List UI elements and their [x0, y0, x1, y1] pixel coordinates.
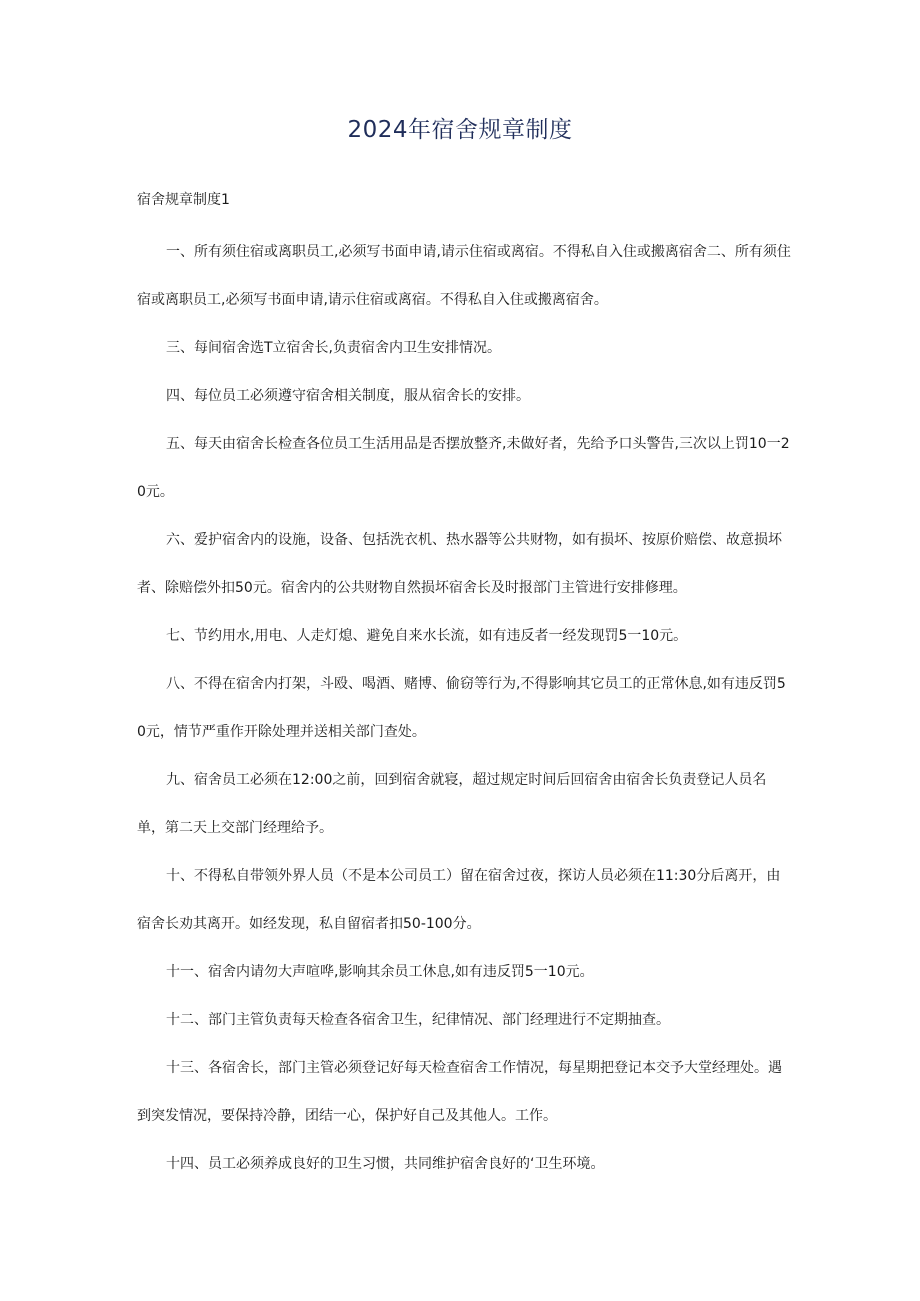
paragraph-3: 三、每间宿舍选T立宿舍长,负责宿舍内卫生安排情况。	[166, 340, 502, 356]
paragraph-7: 七、节约用水,用电、人走灯熄、避免自来水长流，如有违反者一经发现罚5一10元。	[166, 628, 688, 644]
document-body	[137, 228, 792, 1188]
document-title: 2024年宿舍规章制度	[347, 117, 573, 143]
paragraph-13: 十三、各宿舍长，部门主管必须登记好每天检查宿舍工作情况，每星期把登记本交予大堂经理处。遇到突发情况，要保持冷静，团结一心，保护好自己及其他人。工作。	[137, 1060, 782, 1124]
paragraph-5: 五、每天由宿舍长检查各位员工生活用品是否摆放整齐,未做好者，先给予口头警告,三次以上罚10一20元。	[137, 436, 790, 500]
paragraph-11: 十一、宿舍内请勿大声喧哗,影响其余员工休息,如有违反罚5一10元。	[166, 964, 594, 980]
section-heading: 宿舍规章制度1	[137, 192, 230, 208]
paragraph-6: 六、爱护宿舍内的设施，设备、包括洗衣机、热水器等公共财物，如有损坏、按原价赔偿、故意损坏者、除赔偿外扣50元。宿舍内的公共财物自然损坏宿舍长及时报部门主管进行安排修理。	[137, 532, 782, 596]
paragraph-12: 十二、部门主管负责每天检查各宿舍卫生，纪律情况、部门经理进行不定期抽查。	[166, 1012, 670, 1028]
paragraph-9: 九、宿舍员工必须在12:00之前，回到宿舍就寝，超过规定时间后回宿舍由宿舍长负责登记人员名单，第二天上交部门经理给予。	[137, 772, 767, 836]
paragraph-10: 十、不得私自带领外界人员（不是本公司员工）留在宿舍过夜，探访人员必须在11:30分后离开，由宿舍长劝其离开。如经发现，私自留宿者扣50-100分。	[137, 868, 781, 932]
paragraph-1: 一、所有须住宿或离职员工,必须写书面申请,请示住宿或离宿。不得私自入住或搬离宿舍二、所有须住宿或离职员工,必须写书面申请,请示住宿或离宿。不得私自入住或搬离宿舍。	[137, 244, 791, 308]
paragraph-8: 八、不得在宿舍内打架，斗殴、喝酒、赌博、偷窃等行为,不得影响其它员工的正常休息,如有违反罚50元，情节严重作开除处理并送相关部门查处。	[137, 676, 786, 740]
paragraph-4: 四、每位员工必须遵守宿舍相关制度，服从宿舍长的安排。	[166, 388, 530, 404]
paragraph-14: 十四、员工必须养成良好的卫生习惯，共同维护宿舍良好的‘卫生环境。	[166, 1156, 605, 1172]
